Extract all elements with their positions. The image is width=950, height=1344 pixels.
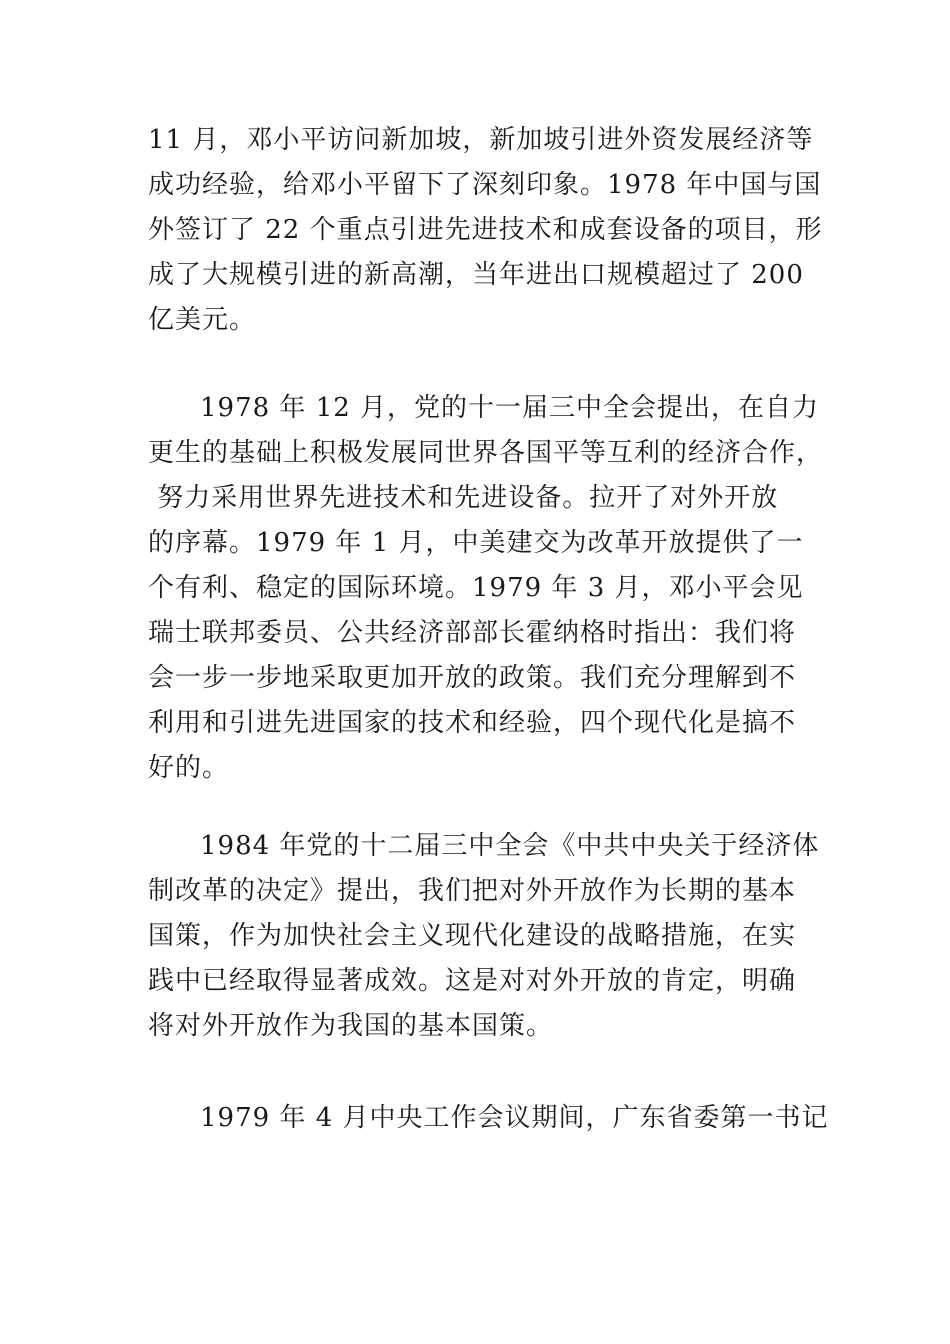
text-line: 个有利、稳定的国际环境。1979 年 3 月，邓小平会见 <box>148 573 804 603</box>
text-line: 瑞士联邦委员、公共经济部部长霍纳格时指出：我们将 <box>148 618 797 648</box>
text-line: 将对外开放作为我国的基本国策。 <box>148 1011 554 1041</box>
text-line: 国策，作为加快社会主义现代化建设的战略措施，在实 <box>148 921 797 951</box>
text-line: 外签订了 22 个重点引进先进技术和成套设备的项目，形 <box>148 215 823 245</box>
text-line: 亿美元。 <box>148 305 257 335</box>
paragraph-3 <box>148 824 828 1049</box>
text-line: 制改革的决定》提出，我们把对外开放作为长期的基本 <box>148 876 797 906</box>
text-line: 的序幕。1979 年 1 月，中美建交为改革开放提供了一 <box>148 528 804 558</box>
paragraph-2 <box>148 386 828 791</box>
text-line: 利用和引进先进国家的技术和经验，四个现代化是搞不 <box>148 708 797 738</box>
text-line: 成功经验，给邓小平留下了深刻印象。1978 年中国与国 <box>148 170 822 200</box>
paragraph-4 <box>148 1096 828 1141</box>
text-line: 好的。 <box>148 753 230 783</box>
text-line: 1979 年 4 月中央工作会议期间，广东省委第一书记 <box>200 1103 829 1133</box>
paragraph-1 <box>148 118 828 343</box>
text-line: 1984 年党的十二届三中全会《中共中央关于经济体 <box>200 831 820 861</box>
text-line: 更生的基础上积极发展同世界各国平等互利的经济合作， <box>148 438 824 468</box>
text-line: 践中已经取得显著成效。这是对对外开放的肯定，明确 <box>148 966 797 996</box>
text-line: 1978 年 12 月，党的十一届三中全会提出，在自力 <box>200 393 820 423</box>
text-line: 11 月，邓小平访问新加坡，新加坡引进外资发展经济等 <box>148 125 814 155</box>
text-line: 会一步一步地采取更加开放的政策。我们充分理解到不 <box>148 663 797 693</box>
text-line: 成了大规模引进的新高潮，当年进出口规模超过了 200 <box>148 260 804 290</box>
text-line: 努力采用世界先进技术和先进设备。拉开了对外开放 <box>148 483 779 513</box>
